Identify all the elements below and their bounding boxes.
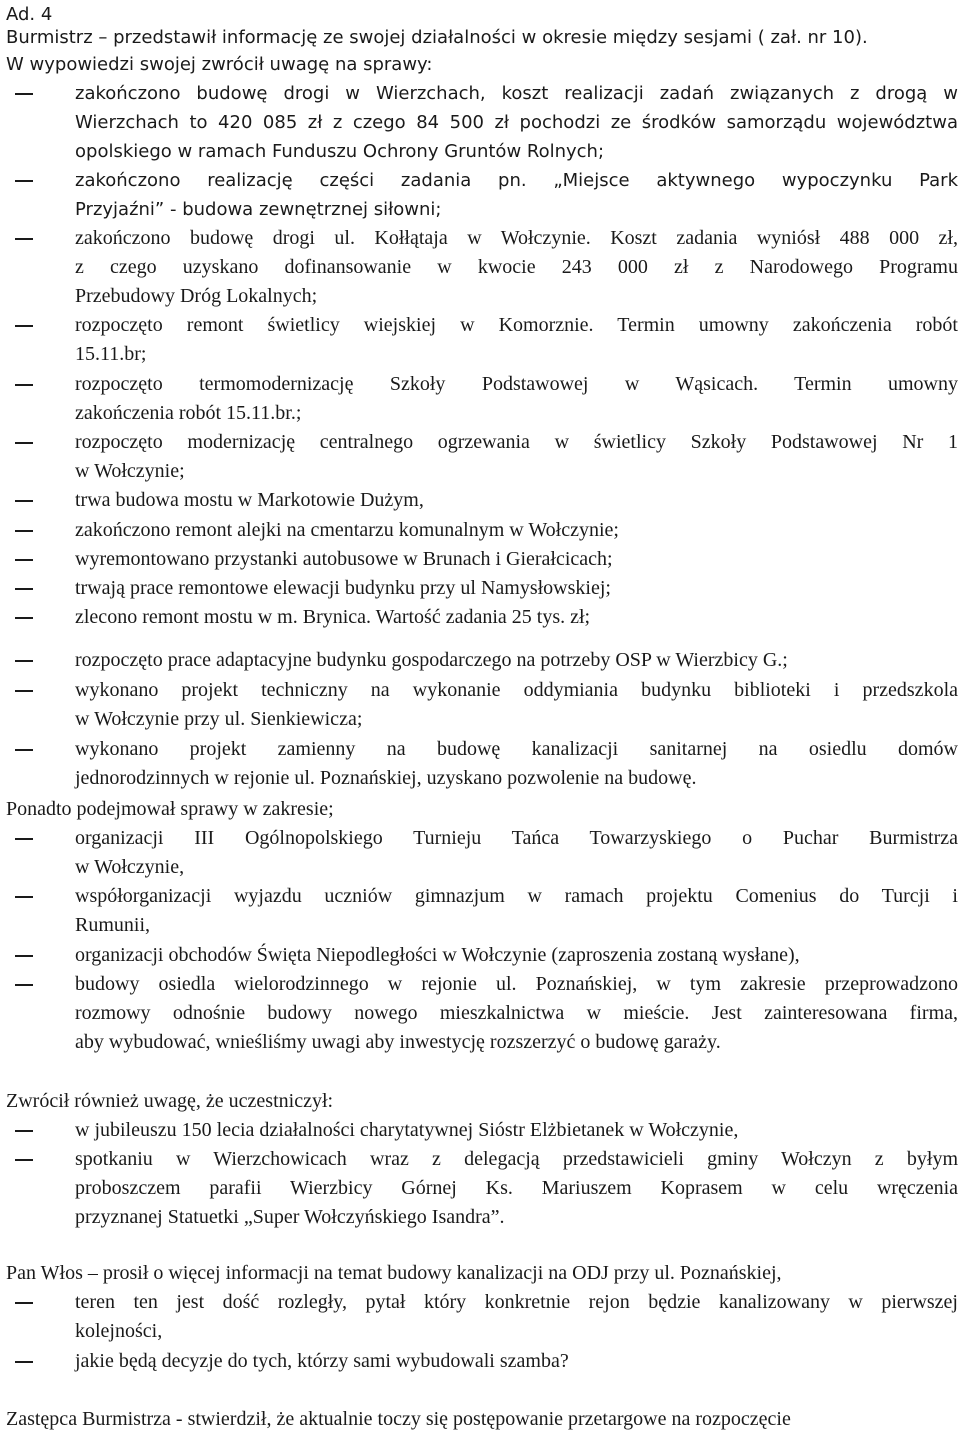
dash-bullet [15, 166, 37, 182]
list-item-line: rozpoczęto remont świetlicy wiejskiej w Komorznie. Termin umowny zakończenia robót [75, 314, 958, 336]
list-item-line: wyremontowano przystanki autobusowe w Brunach i Gierałcicach; [75, 548, 613, 570]
list-item-line: aby wybudować, wnieśliśmy uwagi aby inwestycję rozszerzyć o budowę garaży. [75, 1031, 721, 1053]
list-item [75, 486, 958, 515]
list-item [75, 1288, 958, 1346]
list-item-line: współorganizacji wyjazdu uczniów gimnazjum w ramach projektu Comenius do Turcji i [75, 885, 958, 907]
dash-bullet [15, 428, 37, 444]
list-item [75, 676, 958, 734]
list-item-line: spotkaniu w Wierzchowicach wraz z delegacją przedstawicieli gminy Wołczyn z byłym [75, 1148, 958, 1170]
dash-bullet [15, 311, 37, 327]
list-item [75, 1347, 958, 1376]
dash-bullet [15, 970, 37, 986]
list-item-line: w Wołczynie; [75, 460, 185, 482]
dash-bullet [15, 79, 37, 95]
list-item [75, 941, 958, 970]
list-item-line: zakończono budowę drogi w Wierzchach, koszt realizacji zadań związanych z drogą w [75, 83, 958, 104]
list-item-line: opolskiego w ramach Funduszu Ochrony Gruntów Rolnych; [75, 141, 605, 162]
list-item-line: zlecono remont mostu w m. Brynica. Wartość zadania 25 tys. zł; [75, 606, 591, 628]
list-item-line: Przebudowy Dróg Lokalnych; [75, 285, 318, 307]
list-item-line: przyznanej Statuetki „Super Wołczyńskiego Isandra”. [75, 1206, 505, 1228]
list-item-line: wykonano projekt techniczny na wykonanie oddymiania budynku biblioteki i przedszkola [75, 679, 958, 701]
list-item [75, 1116, 958, 1145]
list-item-line: rozmowy odnośnie budowy nowego mieszkalnictwa w mieście. Jest zainteresowana firma, [75, 1002, 958, 1024]
paragraph-participation: Zwrócił również uwagę, że uczestniczył: [6, 1090, 334, 1112]
list-item [75, 603, 958, 632]
list-item [75, 1145, 958, 1232]
list-item [75, 882, 958, 940]
list-item [75, 79, 958, 166]
list-item-line: zakończenia robót 15.11.br.; [75, 402, 302, 424]
list-item [75, 166, 958, 224]
list-item-line: kolejności, [75, 1320, 163, 1342]
list-item [75, 574, 958, 603]
dash-bullet [15, 1116, 37, 1132]
dash-bullet [15, 735, 37, 751]
dash-bullet [15, 882, 37, 898]
list-item-line: zakończono remont alejki na cmentarzu komunalnym w Wołczynie; [75, 519, 619, 541]
dash-bullet [15, 574, 37, 590]
list-item-line: Rumunii, [75, 914, 151, 936]
list-item-line: wykonano projekt zamienny na budowę kanalizacji sanitarnej na osiedlu domów [75, 738, 958, 760]
dash-bullet [15, 1145, 37, 1161]
list-item-line: rozpoczęto prace adaptacyjne budynku gospodarczego na potrzeby OSP w Wierzbicy G.; [75, 649, 788, 671]
dash-bullet [15, 941, 37, 957]
list-item-line: zakończono realizację części zadania pn. „Miejsce aktywnego wypoczynku Park [75, 170, 958, 191]
paragraph-further-matters: Ponadto podejmował sprawy w zakresie; [6, 798, 334, 820]
list-item-line: 15.11.br; [75, 343, 147, 365]
list-item-line: organizacji III Ogólnopolskiego Turnieju Tańca Towarzyskiego o Puchar Burmistrza [75, 827, 958, 849]
list-item [75, 735, 958, 793]
dash-bullet [15, 545, 37, 561]
list-item-line: proboszczem parafii Wierzbicy Górnej Ks. Mariuszem Koprasem w celu wręczenia [75, 1177, 958, 1199]
list-item-line: organizacji obchodów Święta Niepodległości w Wołczynie (zaproszenia zostaną wysłane), [75, 944, 800, 966]
dash-bullet [15, 824, 37, 840]
list-item-line: w Wołczynie, [75, 856, 185, 878]
list-item-line: trwają prace remontowe elewacji budynku przy ul Namysłowskiej; [75, 577, 611, 599]
paragraph-question: Pan Włos – prosił o więcej informacji na temat budowy kanalizacji na ODJ przy ul. Poznańskiej, [6, 1262, 782, 1284]
list-item-line: budowy osiedla wielorodzinnego w rejonie ul. Poznańskiej, w tym zakresie przeprowadzono [75, 973, 958, 995]
list-item [75, 516, 958, 545]
list-item-line: trwa budowa mostu w Markotowie Dużym, [75, 489, 424, 511]
dash-bullet [15, 603, 37, 619]
list-item-line: w jubileuszu 150 lecia działalności charytatywnej Sióstr Elżbietanek w Wołczynie, [75, 1119, 739, 1141]
list-item [75, 646, 958, 675]
list-item-line: Wierzchach to 420 085 zł z czego 84 500 zł pochodzi ze środków samorządu województwa [75, 112, 958, 133]
list-item [75, 428, 958, 486]
dash-bullet [15, 1288, 37, 1304]
dash-bullet [15, 486, 37, 502]
dash-bullet [15, 370, 37, 386]
list-item [75, 224, 958, 311]
list-item-line: Przyjaźni” - budowa zewnętrznej siłowni; [75, 199, 442, 220]
list-item-line: zakończono budowę drogi ul. Kołłątaja w Wołczynie. Koszt zadania wyniósł 488 000 zł, [75, 227, 958, 249]
dash-bullet [15, 676, 37, 692]
list-item [75, 824, 958, 882]
paragraph-reply: Zastępca Burmistrza - stwierdził, że aktualnie toczy się postępowanie przetargowe na rozpoczęcie [6, 1408, 791, 1430]
intro-line-2: W wypowiedzi swojej zwrócił uwagę na sprawy: [6, 54, 433, 75]
list-item-line: jednorodzinnych w rejonie ul. Poznańskiej, uzyskano pozwolenie na budowę. [75, 767, 697, 789]
list-item [75, 970, 958, 1057]
list-item-line: w Wołczynie przy ul. Sienkiewicza; [75, 708, 363, 730]
list-item-line: z czego uzyskano dofinansowanie w kwocie 243 000 zł z Narodowego Programu [75, 256, 958, 278]
list-item [75, 545, 958, 574]
intro-line: Burmistrz – przedstawił informację ze swojej działalności w okresie między sesjami ( zał. nr 10). [6, 27, 868, 48]
dash-bullet [15, 224, 37, 240]
list-item-line: rozpoczęto termomodernizację Szkoły Podstawowej w Wąsicach. Termin umowny [75, 373, 958, 395]
list-item [75, 370, 958, 428]
dash-bullet [15, 646, 37, 662]
list-item [75, 311, 958, 369]
dash-bullet [15, 516, 37, 532]
list-item-line: rozpoczęto modernizację centralnego ogrzewania w świetlicy Szkoły Podstawowej Nr 1 [75, 431, 958, 453]
dash-bullet [15, 1347, 37, 1363]
section-heading: Ad. 4 [6, 4, 53, 25]
list-item-line: teren ten jest dość rozległy, pytał który konkretnie rejon będzie kanalizowany w pierwszej [75, 1291, 958, 1313]
list-item-line: jakie będą decyzje do tych, którzy sami wybudowali szamba? [75, 1350, 569, 1372]
